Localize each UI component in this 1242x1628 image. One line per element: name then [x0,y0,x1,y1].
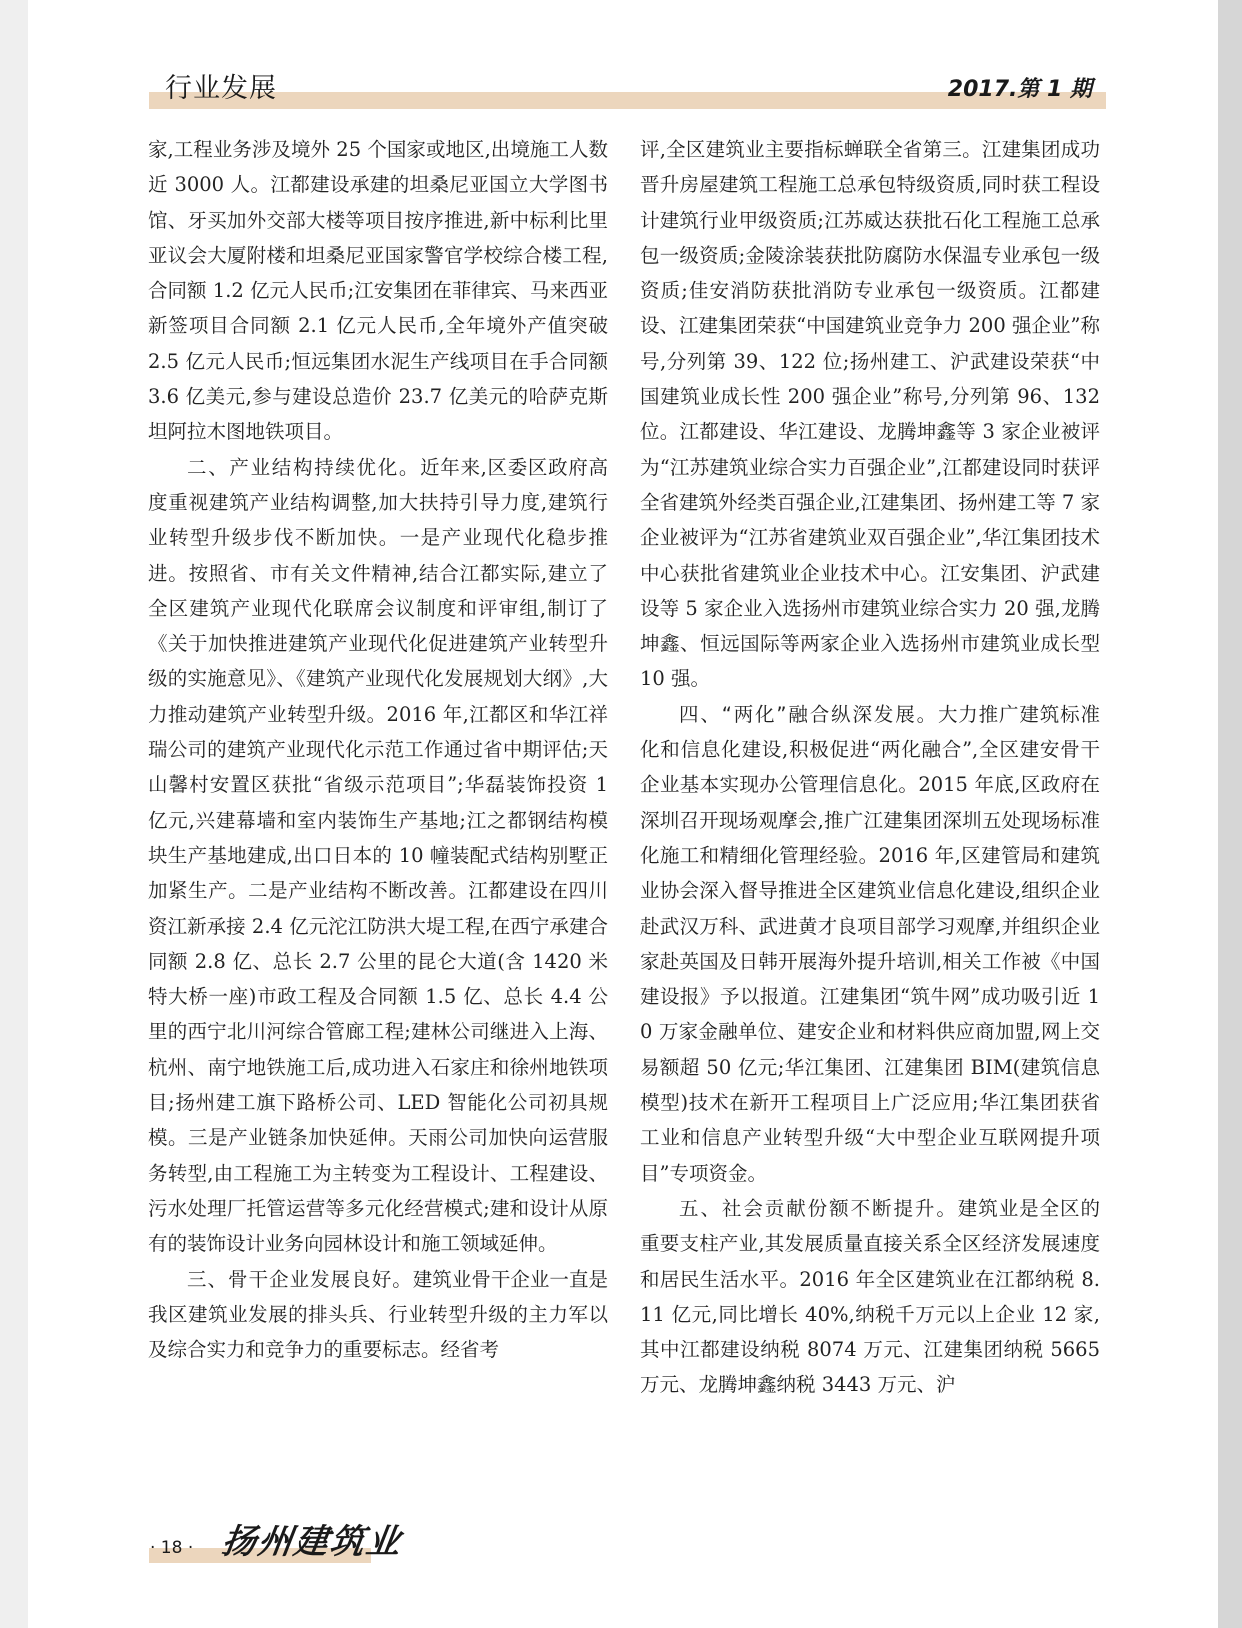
paragraph: 评,全区建筑业主要指标蝉联全省第三。江建集团成功晋升房屋建筑工程施工总承包特级资质,同时获工程设计建筑行业甲级资质;江苏威达获批石化工程施工总承包一级资质;金陵涂装获批防腐防水保温专业承包一级资质;佳安消防获批消防专业承包一级资质。江都建设、江建集团荣获“中国建筑业竞争力 200 强企业”称号,分列第 39、122 位;扬州建工、沪武建设荣获“中国建筑业成长性 200 强企业”称号,分列第 96、132 位。江都建设、华江建设、龙腾坤鑫等 3 家企业被评为“江苏建筑业综合实力百强企业”,江都建设同时获评全省建筑外经类百强企业,江建集团、扬州建工等 7 家企业被评为“江苏省建筑业双百强企业”,华江集团技术中心获批省建筑业企业技术中心。江安集团、沪武建设等 5 家企业入选扬州市建筑业综合实力 20 强,龙腾坤鑫、恒远国际等两家企业入选扬州市建筑业成长型 10 强。 [640,138,1101,691]
paragraph: 家,工程业务涉及境外 25 个国家或地区,出境施工人数近 3000 人。江都建设承建的坦桑尼亚国立大学图书馆、牙买加外交部大楼等项目按序推进,新中标利比里亚议会大厦附楼和坦桑尼亚国家警官学校综合楼工程,合同额 1.2 亿元人民币;江安集团在菲律宾、马来西亚新签项目合同额 2.1 亿元人民币,全年境外产值突破 2.5 亿元人民币;恒远集团水泥生产线项目在手合同额 3.6 亿美元,参与建设总造价 23.7 亿美元的哈萨克斯坦阿拉木图地铁项目。 [148,138,608,444]
paragraph [640,697,1100,1191]
section-title: 行业发展 [165,73,277,104]
magazine-logo: 扬州建筑业 [219,1522,405,1562]
section-heading: 五、社会贡献份额不断提升。 [679,1196,958,1220]
viewer-scrollbar-track[interactable] [1218,0,1242,1628]
paragraph-body: 近年来,区委区政府高度重视建筑产业结构调整,加大扶持引导力度,建筑行业转型升级步伐不断加快。一是产业现代化稳步推进。按照省、市有关文件精神,结合江都实际,建立了全区建筑产业现代化联席会议制度和评审组,制订了《关于加快推进建筑产业现代化促进建筑产业转型升级的实施意见》、《建筑产业现代化发展规划大纲》,大力推动建筑产业转型升级。2016 年,江都区和华江祥瑞公司的建筑产业现代化示范工作通过省中期评估;天山馨村安置区获批“省级示范项目”;华磊装饰投资 1 亿元,兴建幕墙和室内装饰生产基地;江之都钢结构模块生产基地建成,出口日本的 10 幢装配式结构别墅正加紧生产。二是产业结构不断改善。江都建设在四川资江新承接 2.4 亿元沱江防洪大堤工程,在西宁承建合同额 2.8 亿、总长 2.7 公里的昆仑大道(含 1420 米特大桥一座)市政工程及合同额 1.5 亿、总长 4.4 公里的西宁北川河综合管廊工程;建林公司继进入上海、杭州、南宁地铁施工后,成功进入石家庄和徐州地铁项目;扬州建工旗下路桥公司、LED 智能化公司初具规模。三是产业链条加快延伸。天雨公司加快向运营服务转型,由工程施工为主转变为工程设计、工程建设、污水处理厂托管运营等多元化经营模式;建和设计从原有的装饰设计业务向园林设计和施工领域延伸。 [148,455,608,1256]
section-heading: 三、骨干企业发展良好。 [187,1267,413,1291]
section-heading: 二、产业结构持续优化。 [187,455,421,479]
section-heading: 四、“两化”融合纵深发展。 [679,702,938,726]
paragraph-body: 建筑业骨干企业一直是我区建筑业发展的排头兵、行业转型升级的主力军以及综合实力和竞争力的重要标志。经省考 [148,1267,608,1362]
left-text-column [148,132,608,1367]
paragraph [148,1262,608,1368]
paragraph-body: 大力推广建筑标准化和信息化建设,积极促进“两化融合”,全区建安骨干企业基本实现办公管理信息化。2015 年底,区政府在深圳召开现场观摩会,推广江建集团深圳五处现场标准化施工和精细化管理经验。2016 年,区建管局和建筑业协会深入督导推进全区建筑业信息化建设,组织企业赴武汉万科、武进黄才良项目部学习观摩,并组织企业家赴英国及日韩开展海外提升培训,相关工作被《中国建设报》予以报道。江建集团“筑牛网”成功吸引近 10 万家金融单位、建安企业和材料供应商加盟,网上交易额超 50 亿元;华江集团、江建集团 BIM(建筑信息模型)技术在新开工程项目上广泛应用;华江集团获省工业和信息产业转型升级“大中型企业互联网提升项目”专项资金。 [640,702,1100,1185]
page-number: · 18 · [150,1538,194,1558]
right-text-column [640,132,1100,1403]
issue-label: 2017.第 1 期 [947,77,1092,102]
paragraph [640,1191,1100,1403]
paragraph [148,450,608,1262]
paragraph-body: 建筑业是全区的重要支柱产业,其发展质量直接关系全区经济发展速度和居民生活水平。2016 年全区建筑业在江都纳税 8.11 亿元,同比增长 40%,纳税千万元以上企业 12 家,其中江都建设纳税 8074 万元、江建集团纳税 5665 万元、龙腾坤鑫纳税 3443 万元、沪 [640,1196,1100,1397]
